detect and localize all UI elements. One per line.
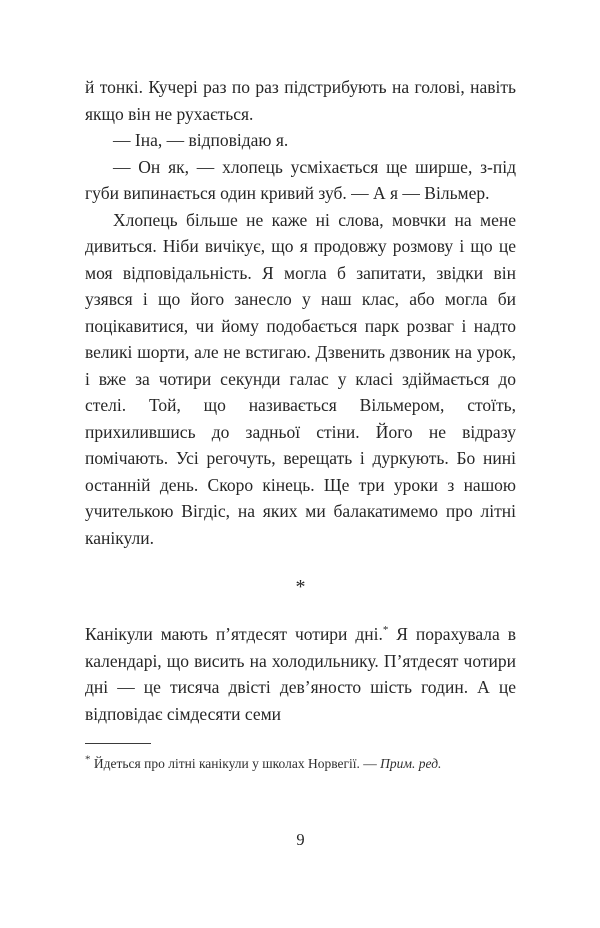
body-text [85,74,516,727]
text-before-footnote-marker: Канікули мають п’ятдесят чотири дні. [85,624,383,644]
dialogue-line-1: — Іна, — відповідаю я. [113,130,289,150]
footnote-marker: * [382,624,389,637]
footnote-body: Йдеться про літні канікули у школах Норвегії. — [90,756,381,771]
text-after-footnote-marker: Я порахувала в календарі, що висить на холодильнику. П’ятдесят чотири дні — це тисяча двісті дев’яносто шість годин. А це відповідає сімдесяти семи [85,624,516,724]
footnote-text [85,753,516,774]
paragraph-with-footnote [85,621,516,727]
paragraph-continuation: й тонкі. Кучері раз по раз підстрибують на голові, навіть якщо він не рухається. [85,77,516,124]
footnote-ref-marker: * [85,753,91,766]
footnote-section [85,743,516,774]
paragraph-main: Хлопець більше не каже ні слова, мовчки на мене дивиться. Ніби вичікує, що я продовжу розмову і що це моя відповідальність. Я могла б запитати, звідки він узявся і що його занесло у наш клас, або могла би поцікавитися, чи йому подобається парк розваг і надто великі шорти, але не встигаю. Дзвенить дзвоник на урок, і вже за чотири секунди галас у класі здіймається до стелі. Той, що називається Вільмером, стоїть, прихилившись до задньої стіни. Його не відразу помічають. Усі регочуть, верещать і дуркують. Бо нині останній день. Скоро кінець. Ще три уроки з нашою учителькою Вігдіс, на яких ми балакатимемо про літні канікули. [85,209,516,548]
page-number: 9 [296,830,305,849]
dialogue-line-2: — Он як, — хлопець усміхається ще ширше, з-під губи випинається один кривий зуб. — А я — Вільмер. [85,156,516,203]
footnote-editor-note: Прим. ред. [380,756,442,771]
footnote-rule [85,743,151,744]
section-separator: * [295,576,306,598]
